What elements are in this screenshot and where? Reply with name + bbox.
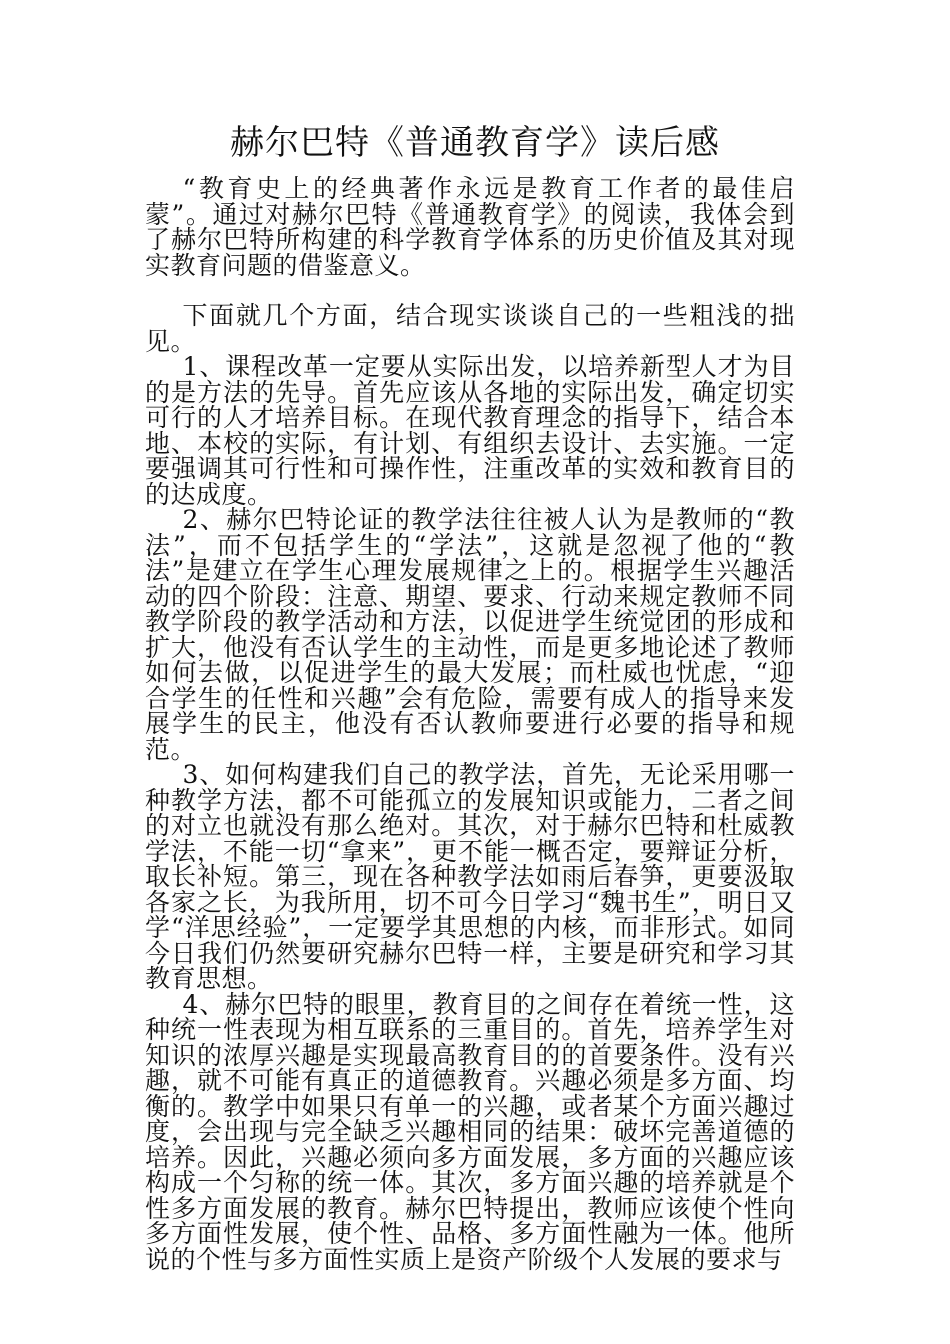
point-2-paragraph: 2、赫尔巴特论证的教学法往往被人认为是教师的“教法”，而不包括学生的“学法”，这就是忽视了他的“教法”是建立在学生心理发展规律之上的。根据学生兴趣活动的四个阶段：注意、期望、要求、行动来规定教师不同教学阶段的教学活动和方法，以促进学生统觉团的形成和扩大，他没有否认学生的主动性，而是更多地论述了教师如何去做，以促进学生的最大发展；而杜威也忧虑，“迎合学生的任性和兴趣”会有危险，需要有成人的指导来发展学生的民主，他没有否认教师要进行必要的指导和规范。	[145, 505, 795, 764]
point-3-paragraph: 3、如何构建我们自己的教学法，首先，无论采用哪一种教学方法，都不可能孤立的发展知识或能力，二者之间的对立也就没有那么绝对。其次，对于赫尔巴特和杜威教学法，不能一切“拿来”，更不能一概否定，要辩证分析，取长补短。第三，现在各种教学法如雨后春笋，更要汲取各家之长，为我所用，切不可今日学习“魏书生”，明日又学“洋思经验”，一定要学其思想的内核，而非形式。如同今日我们仍然要研究赫尔巴特一样，主要是研究和学习其教育思想。	[145, 760, 795, 993]
intro-paragraph: “教育史上的经典著作永远是教育工作者的最佳启蒙”。通过对赫尔巴特《普通教育学》的阅读，我体会到了赫尔巴特所构建的科学教育学体系的历史价值及其对现实教育问题的借鉴意义。	[145, 174, 795, 280]
point-4-paragraph: 4、赫尔巴特的眼里，教育目的之间存在着统一性，这种统一性表现为相互联系的三重目的。首先，培养学生对知识的浓厚兴趣是实现最高教育目的的首要条件。没有兴趣，就不可能有真正的道德教育。兴趣必须是多方面、均衡的。教学中如果只有单一的兴趣，或者某个方面兴趣过度，会出现与完全缺乏兴趣相同的结果：破坏完善道德的培养。因此，兴趣必须向多方面发展，多方面的兴趣应该构成一个匀称的统一体。其次，多方面兴趣的培养就是个性多方面发展的教育。赫尔巴特提出，教师应该使个性向多方面性发展，使个性、品格、多方面性融为一体。他所说的个性与多方面性实质上是资产阶级个人发展的要求与	[145, 989, 795, 1274]
document-body	[145, 176, 795, 1272]
point-1-paragraph: 1、课程改革一定要从实际出发，以培养新型人才为目的是方法的先导。首先应该从各地的实际出发，确定切实可行的人才培养目标。在现代教育理念的指导下，结合本地、本校的实际，有计划、有组织去设计、去实施。一定要强调其可行性和可操作性，注重改革的实效和教育目的的达成度。	[145, 352, 795, 509]
document-title: 赫尔巴特《普通教育学》读后感	[230, 123, 720, 163]
paragraph-spacer	[145, 278, 795, 303]
overview-paragraph: 下面就几个方面，结合现实谈谈自己的一些粗浅的拙见。	[145, 301, 795, 356]
